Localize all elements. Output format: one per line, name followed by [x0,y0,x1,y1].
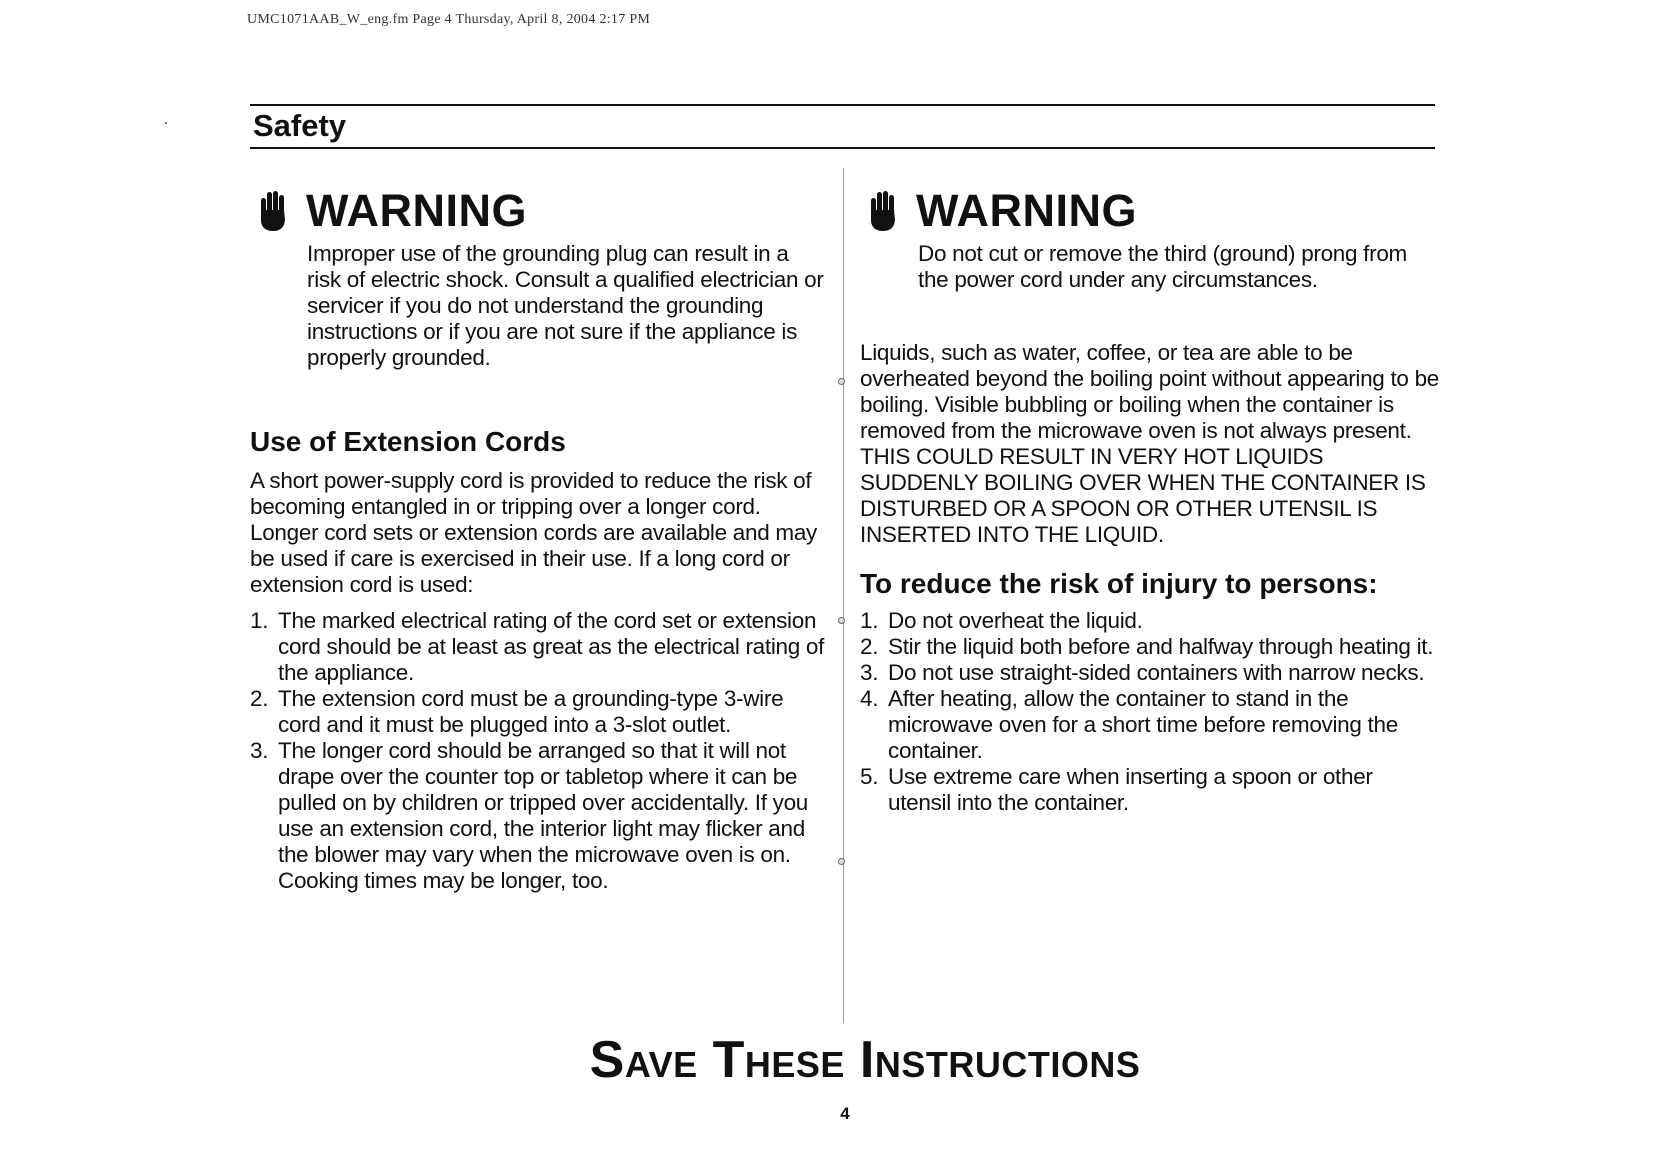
column-divider [843,168,844,1023]
list-item-number: 4. [860,686,879,711]
stop-hand-icon [258,190,288,232]
list-item [250,738,828,894]
binder-hole-2 [838,617,845,624]
injury-heading: To reduce the risk of injury to persons: [860,568,1378,599]
list-item-number: 3. [860,660,879,685]
list-item-number: 2. [860,634,879,659]
right-warning-heading [868,186,1137,236]
list-item-text: Do not use straight-sided containers with narrow necks. [888,660,1425,685]
right-warning-text: Do not cut or remove the third (ground) prong from the power cord under any circumstances. [918,241,1407,292]
list-item-number: 3. [250,738,269,763]
list-item-number: 1. [250,608,269,633]
list-item [250,608,828,686]
extension-cords-list [250,608,828,894]
binder-hole-1 [838,378,845,385]
list-item-number: 2. [250,686,269,711]
binder-hole-3 [838,858,845,865]
file-header: UMC1071AAB_W_eng.fm Page 4 Thursday, April 8, 2004 2:17 PM [247,12,651,27]
list-item-text: Do not overheat the liquid. [888,608,1143,633]
right-warning-label: WARNING [916,185,1137,236]
list-item [860,764,1438,816]
save-instructions-banner: Save These Instructions [589,1031,1141,1089]
left-warning-heading [258,186,527,236]
liquids-warning-text: Liquids, such as water, coffee, or tea are able to be overheated beyond the boiling point without appearing to be boiling. Visible bubbling or boiling when the container is removed from the microwave oven is not always present. THIS COULD RESULT IN VERY HOT LIQUIDS SUDDENLY BOILING OVER WHEN THE CONTAINER IS DISTURBED OR A SPOON OR OTHER UTENSIL IS INSERTED INTO THE LIQUID. [860,340,1440,547]
list-item-text: The marked electrical rating of the cord set or extension cord should be at least as great as the electrical rating of the appliance. [278,608,825,685]
list-item-text: The extension cord must be a grounding-type 3-wire cord and it must be plugged into a 3-slot outlet. [278,686,784,737]
extension-cords-heading: Use of Extension Cords [250,426,566,457]
page-number: 4 [840,1104,850,1123]
left-warning-text: Improper use of the grounding plug can result in a risk of electric shock. Consult a qualified electrician or servicer if you do not understand the grounding instructions or if you are not sure if the appliance is properly grounded. [307,241,824,370]
list-item-number: 1. [860,608,879,633]
list-item-number: 5. [860,764,879,789]
section-title: Safety [253,108,347,143]
list-item-text: After heating, allow the container to stand in the microwave oven for a short time before removing the container. [888,686,1398,763]
list-item [250,686,828,738]
list-item [860,634,1438,660]
header-rule-bottom [250,147,1435,149]
list-item-text: Stir the liquid both before and halfway through heating it. [888,634,1434,659]
list-item [860,686,1438,764]
scan-speck [165,122,167,124]
list-item [860,608,1438,634]
injury-list [860,608,1438,816]
list-item-text: The longer cord should be arranged so that it will not drape over the counter top or tabletop where it can be pulled on by children or tripped over accidentally. If you use an extension cord, the interior light may flicker and the blower may vary when the microwave oven is on. Cooking times may be longer, too. [278,738,808,893]
left-warning-label: WARNING [306,185,527,236]
extension-cords-intro: A short power-supply cord is provided to reduce the risk of becoming entangled in or tripping over a longer cord. Longer cord sets or extension cords are available and may be used if care is exercised in their use. If a long cord or extension cord is used: [250,468,817,597]
list-item-text: Use extreme care when inserting a spoon or other utensil into the container. [888,764,1373,815]
header-rule-top [250,104,1435,106]
stop-hand-icon [868,190,898,232]
list-item [860,660,1438,686]
